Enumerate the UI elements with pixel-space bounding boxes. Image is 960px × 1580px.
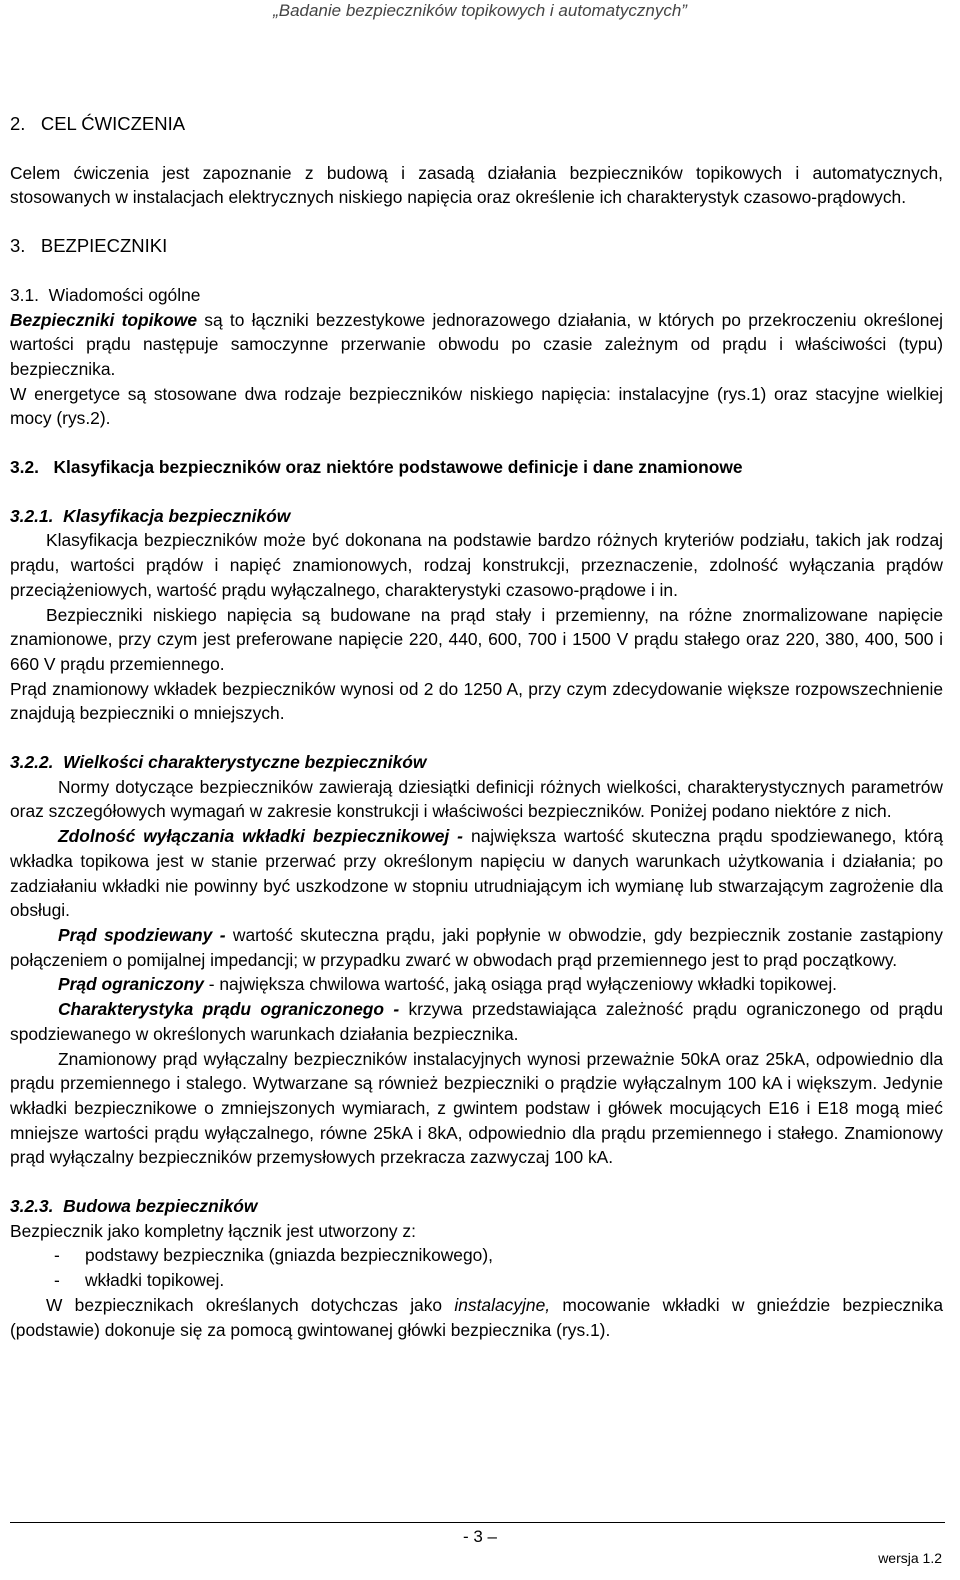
definition-breaking-capacity [10,824,943,923]
definition-prospective-current [10,923,943,972]
mounting-text-b: mocowanie wkładki w gnieździe bezpiecznika (podstawie) dokonuje się za pomocą gwintowanej główki bezpiecznika (rys.1). [10,1294,943,1340]
section-3-2-heading: 3.2. Klasyfikacja bezpieczników oraz niektóre podstawowe definicje i dane znamionowe [10,457,743,478]
section-3-heading: 3. BEZPIECZNIKI [10,235,168,257]
definition-cutoff-current [10,972,943,997]
term-bezpieczniki-topikowe: Bezpieczniki topikowe [10,309,198,330]
running-header: „Badanie bezpieczników topikowych i automatycznych” [273,1,687,20]
definition-text: - największa chwilowa wartość, jaką osiąga prąd wyłączeniowy wkładki topikowej. [203,974,838,995]
mounting-italic: instalacyjne, [454,1294,551,1315]
voltage-paragraph: Bezpieczniki niskiego napięcia są budowane na prąd stały i przemienny, na różne znormalizowane napięcie znamionowe, przy czym jest preferowane napięcie 220, 440, 600, 700 i 1500 V prądu stałego oraz 220, 380, 400, 500 i 660 V prądu przemiennego. [10,604,943,674]
section-2-text: Celem ćwiczenia jest zapoznanie z budową i zasadą działania bezpieczników topikowych i automatycznych, stosowanych w instalacjach elektrycznych niskiego napięcia oraz określenie ich charakterystyk czasowo-prądowych. [10,162,943,208]
section-3-2-1-heading: 3.2.1. Klasyfikacja bezpieczników [10,505,291,526]
section-3-1-types: W energetyce są stosowane dwa rodzaje bezpieczników niskiego napięcia: instalacyjne (rys.1) oraz stacyjne wielkiej mocy (rys.2). [10,383,943,429]
list-item [10,1243,943,1268]
section-3-2-3-heading: 3.2.3. Budowa bezpieczników [10,1196,258,1217]
version-label: wersja 1.2 [878,1550,942,1566]
list-item-text: wkładki topikowej. [85,1270,225,1291]
footer-rule [10,1522,945,1523]
list-dash: - [54,1270,60,1291]
definition-cutoff-characteristic [10,997,943,1046]
current-paragraph: Prąd znamionowy wkładek bezpieczników wynosi od 2 do 1250 A, przy czym zdecydowanie większe rozpowszechnienie znajdują bezpieczniki o mniejszych. [10,678,943,724]
definition-text: krzywa przedstawiająca zależność prądu ograniczonego od prądu spodziewanego w określonych warunkach działania bezpiecznika. [10,999,943,1044]
section-3-2-2-heading: 3.2.2. Wielkości charakterystyczne bezpieczników [10,752,427,773]
term-zdolnosc-wylaczania: Zdolność wyłączania wkładki bezpiecznikowej - [58,826,463,847]
page-number: - 3 – [462,1527,498,1546]
section-3-1-heading: 3.1. Wiadomości ogólne [10,284,201,305]
construction-intro: Bezpiecznik jako kompletny łącznik jest utworzony z: [10,1220,416,1241]
document-body [10,112,943,1342]
mounting-paragraph [10,1293,943,1342]
definition-text: największa wartość skuteczna prądu spodziewanego, którą wkładka topikowa jest w stanie przerwać przy określonym napięciu w danych warunkach użytkowania i działania; po zadziałaniu wkładki nie powinny być uszkodzone w stopniu utrudniającym ich wymianę lub stwarzającym zagrożenie dla obsługi. [10,826,943,921]
mounting-text-a: W bezpiecznikach określanych dotychczas jako [46,1294,455,1315]
term-prad-spodziewany: Prąd spodziewany - [58,924,226,945]
rated-breaking-paragraph: Znamionowy prąd wyłączalny bezpieczników instalacyjnych wynosi przeważnie 50kA oraz 25kA, odpowiednio dla prądu przemiennego i stalego. Wytwarzane są również bezpieczniki o prądzie wyłączalnym 100 kA i większym. Jedynie wkładki bezpiecznikowe o zmniejszonych wymiarach, z gwintem podstaw i główek mocujących E16 i E18 mogą mieć mniejsze wartości prądu wyłączalnego, równe 25kA i 8kA, odpowiednio dla prądu przemiennego i stałego. Znamionowy prąd wyłączalny bezpieczników przemysłowych przekracza zazwyczaj 100 kA. [10,1048,943,1168]
list-item-text: podstawy bezpiecznika (gniazda bezpiecznikowego), [85,1245,493,1266]
list-item [10,1268,943,1293]
term-prad-ograniczony: Prąd ograniczony [58,974,204,995]
definition-text: wartość skuteczna prądu, jaki popłynie w obwodzie, gdy bezpiecznik zostanie zastąpiony połączeniem o pomijalnej impedancji; w przypadku zwarć w obwodach prąd przemiennego jest to prąd początkowy. [10,924,943,970]
term-charakterystyka-pradu: Charakterystyka prądu ograniczonego - [58,999,400,1020]
norms-paragraph: Normy dotyczące bezpieczników zawierają dziesiątki definicji różnych wielkości, charakterystycznych parametrów oraz szczegółowych wymagań w zakresie konstrukcji i właściwości bezpieczników. Poniżej podano niektóre z nich. [10,776,943,822]
classification-paragraph: Klasyfikacja bezpieczników może być dokonana na podstawie bardzo różnych kryteriów podziału, takich jak rodzaj prądu, wartości prądów i napięć znamionowych, rodzaj konstrukcji, przeznaczenie, zdolność wyłączania prądów przeciążeniowych, wartość prądu wyłączalnego, charakterystyki czasowo-prądowe i in. [10,530,943,600]
section-3-1-text [10,308,943,382]
section-3-1-definition: są to łączniki bezzestykowe jednorazowego działania, w których po przekroczeniu określonej wartości prądu następuje samoczynne przerwanie obwodu po czasie zależnym od prądu i właściwości (typu) bezpiecznika. [10,309,943,379]
list-dash: - [54,1245,60,1266]
component-list [10,1243,943,1292]
section-2-heading: 2. CEL ĆWICZENIA [10,113,186,134]
